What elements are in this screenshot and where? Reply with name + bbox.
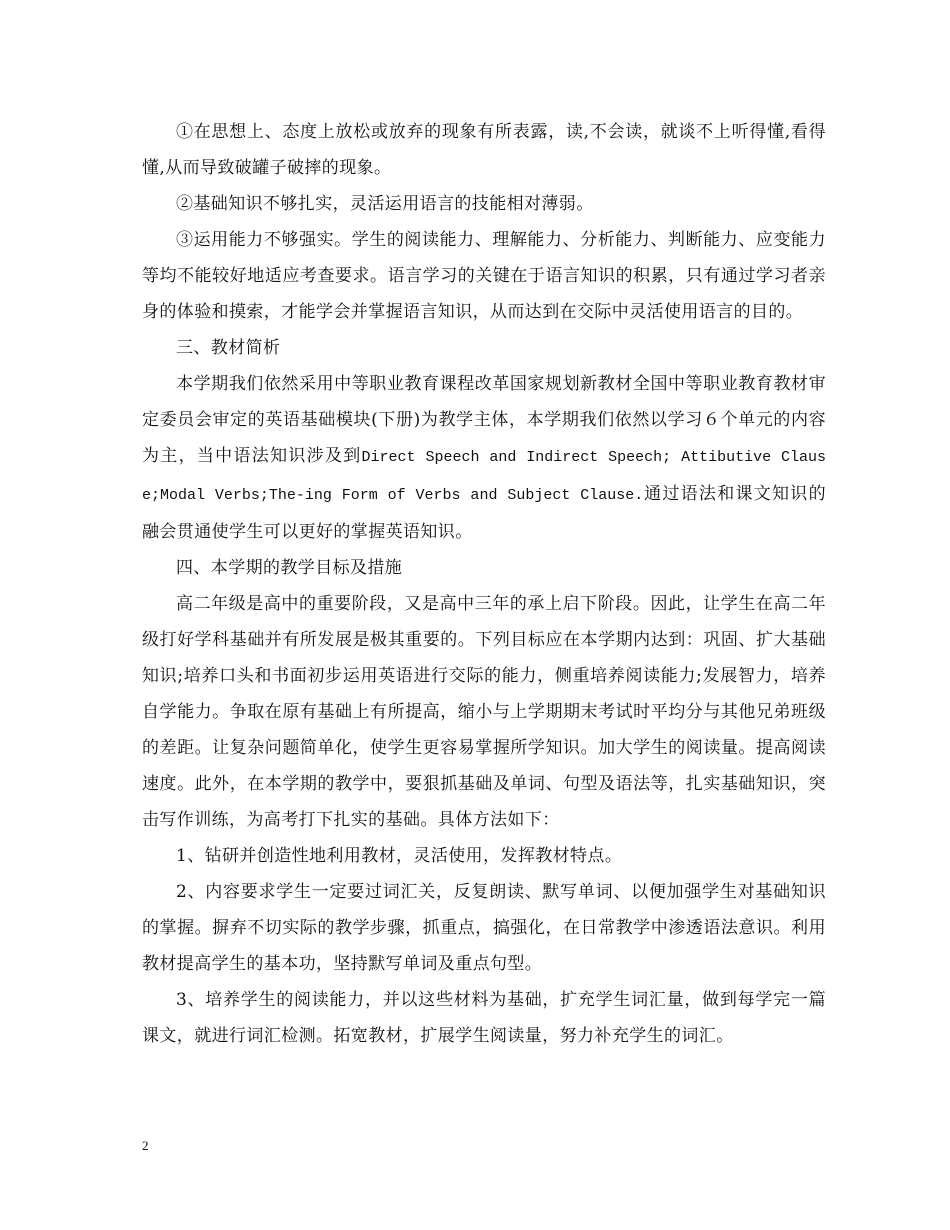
- textbook-analysis-text-after: 通过语法和课文知识的融会贯通使学生可以更好的掌握英语知识。: [142, 484, 826, 542]
- measure-item-3: 3、培养学生的阅读能力，并以这些材料为基础，扩充学生词汇量，做到每学完一篇课文，就进行词汇检测。拓宽教材，扩展学生阅读量，努力补充学生的词汇。: [142, 990, 826, 1046]
- section-heading-textbook-analysis: 三、教材简析: [176, 338, 281, 358]
- section-heading-goals-measures: 四、本学期的教学目标及措施: [176, 558, 403, 578]
- paragraph-1: ①在思想上、态度上放松或放弃的现象有所表露，读,不会读，就谈不上听得懂,看得懂,从而导致破罐子破摔的现象。: [142, 122, 826, 178]
- grammar-topics-english: Direct Speech and Indirect Speech; Attibutive Clause;Modal Verbs;The-ing Form of Verbs and Subject Clause.: [142, 449, 826, 504]
- paragraph-goals: 高二年级是高中的重要阶段，又是高中三年的承上启下阶段。因此，让学生在高二年级打好学科基础并有所发展是极其重要的。下列目标应在本学期内达到：巩固、扩大基础知识;培养口头和书面初步运用英语进行交际的能力，侧重培养阅读能力;发展智力，培养自学能力。争取在原有基础上有所提高，缩小与上学期期末考试时平均分与其他兄弟班级的差距。让复杂问题简单化，使学生更容易掌握所学知识。加大学生的阅读量。提高阅读速度。此外，在本学期的教学中，要狠抓基础及单词、句型及语法等，扎实基础知识，突击写作训练，为高考打下扎实的基础。具体方法如下：: [142, 594, 826, 830]
- measure-item-2: 2、内容要求学生一定要过词汇关，反复朗读、默写单词、以便加强学生对基础知识的掌握。摒弃不切实际的教学步骤，抓重点，搞强化，在日常教学中渗透语法意识。利用教材提高学生的基本功，坚持默写单词及重点句型。: [142, 882, 826, 974]
- measure-item-1: 1、钻研并创造性地利用教材，灵活使用，发挥教材特点。: [176, 846, 623, 866]
- paragraph-textbook-analysis: [142, 366, 826, 550]
- page-number: 2: [142, 1138, 149, 1153]
- document-body: [142, 114, 826, 1054]
- paragraph-3: ③运用能力不够强实。学生的阅读能力、理解能力、分析能力、判断能力、应变能力等均不能较好地适应考查要求。语言学习的关键在于语言知识的积累，只有通过学习者亲身的体验和摸索，才能学会并掌握语言知识，从而达到在交际中灵活使用语言的目的。: [142, 230, 826, 322]
- paragraph-2: ②基础知识不够扎实，灵活运用语言的技能相对薄弱。: [176, 194, 594, 214]
- textbook-analysis-text-before: 本学期我们依然采用中等职业教育课程改革国家规划新教材全国中等职业教育教材审定委员会审定的英语基础模块(下册)为教学主体，本学期我们依然以学习６个单元的内容为主，当中语法知识涉及到: [142, 374, 826, 466]
